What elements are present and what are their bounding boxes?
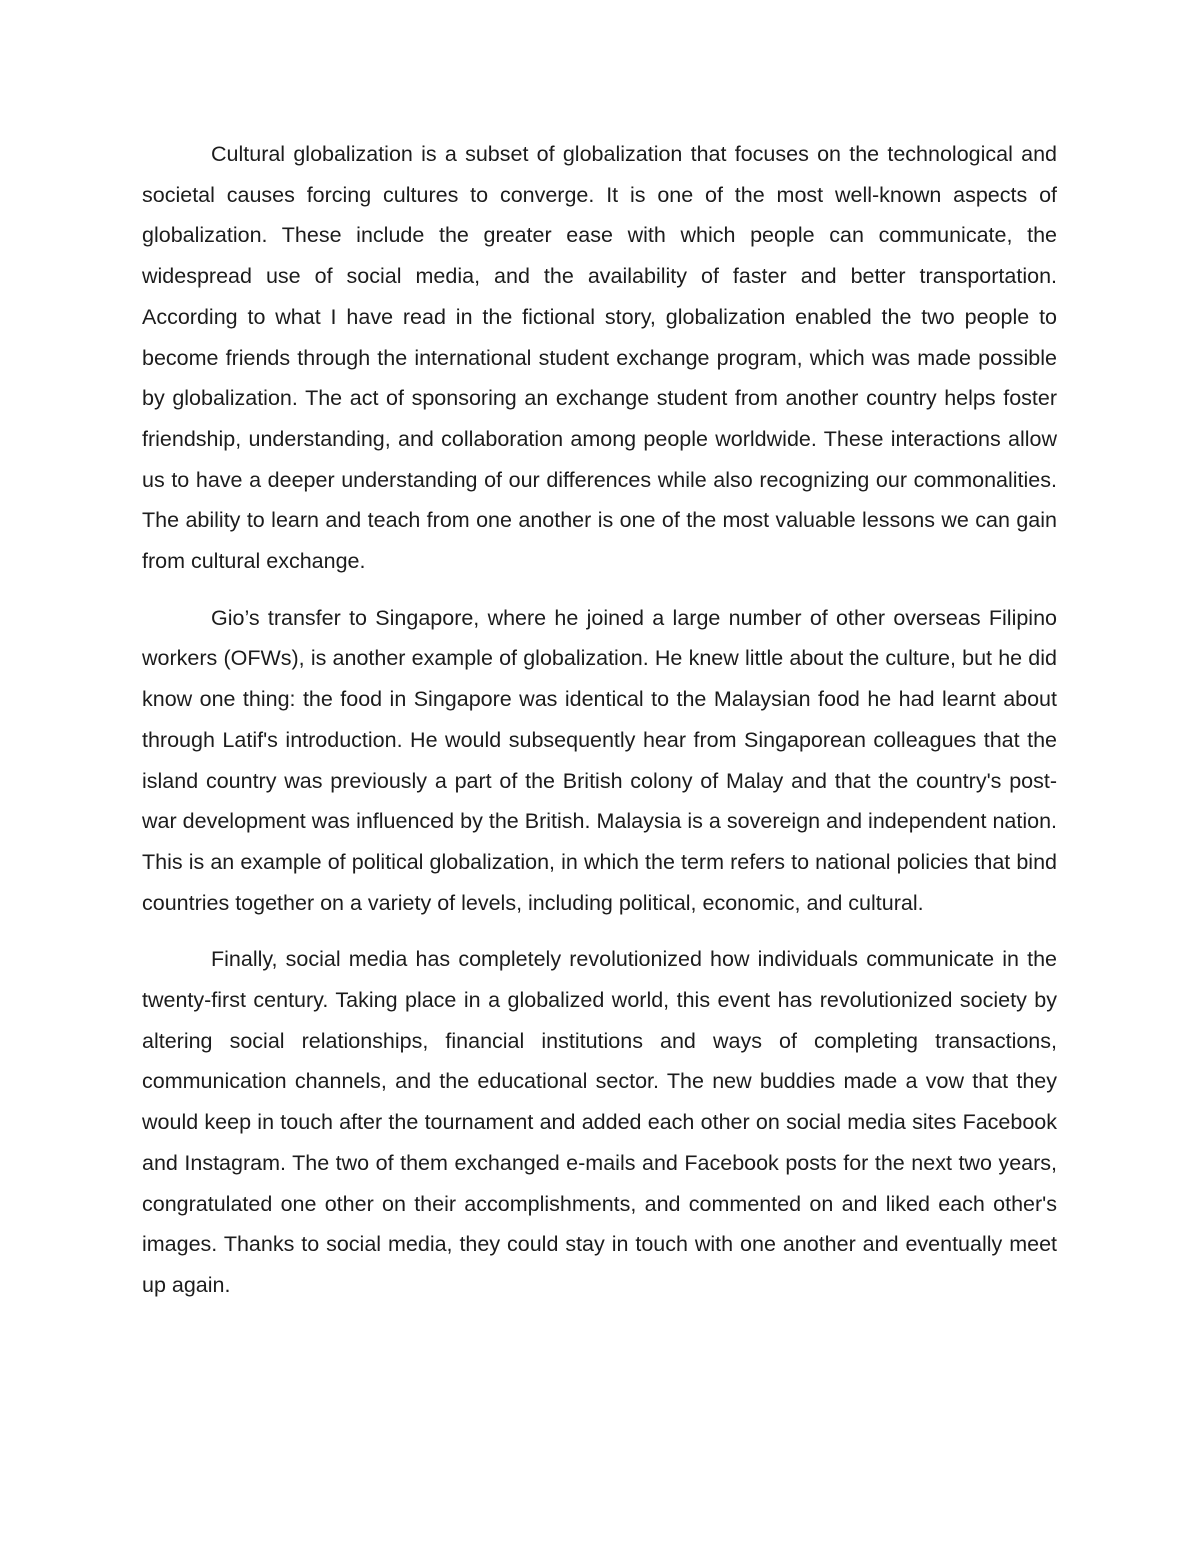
paragraph-political-globalization: Gio’s transfer to Singapore, where he joined a large number of other overseas Filipino workers (OFWs), is another example of globalization. He knew little about the culture, but he did know one thing: the food in Singapore was identical to the Malaysian food he had learnt about through Latif's introduction. He would subsequently hear from Singaporean colleagues that the island country was previously a part of the British colony of Malay and that the country's post-war development was influenced by the British. Malaysia is a sovereign and independent nation. This is an example of political globalization, in which the term refers to national policies that bind countries together on a variety of levels, including political, economic, and cultural. xyxy=(142,605,1057,915)
paragraph-social-media: Finally, social media has completely revolutionized how individuals communicate in the twenty-first century. Taking place in a globalized world, this event has revolutionized society by altering social relationships, financial institutions and ways of completing transactions, communication channels, and the educational sector. The new buddies made a vow that they would keep in touch after the tournament and added each other on social media sites Facebook and Instagram. The two of them exchanged e-mails and Facebook posts for the next two years, congratulated one other on their accomplishments, and commented on and liked each other's images. Thanks to social media, they could stay in touch with one another and eventually meet up again. xyxy=(142,947,1057,1297)
paragraph-cultural-globalization: Cultural globalization is a subset of globalization that focuses on the technological and societal causes forcing cultures to converge. It is one of the most well-known aspects of globalization. These include the greater ease with which people can communicate, the widespread use of social media, and the availability of faster and better transportation. According to what I have read in the fictional story, globalization enabled the two people to become friends through the international student exchange program, which was made possible by globalization. The act of sponsoring an exchange student from another country helps foster friendship, understanding, and collaboration among people worldwide. These interactions allow us to have a deeper understanding of our differences while also recognizing our commonalities. The ability to learn and teach from one another is one of the most valuable lessons we can gain from cultural exchange. xyxy=(142,142,1057,574)
document-body xyxy=(142,134,1057,1322)
